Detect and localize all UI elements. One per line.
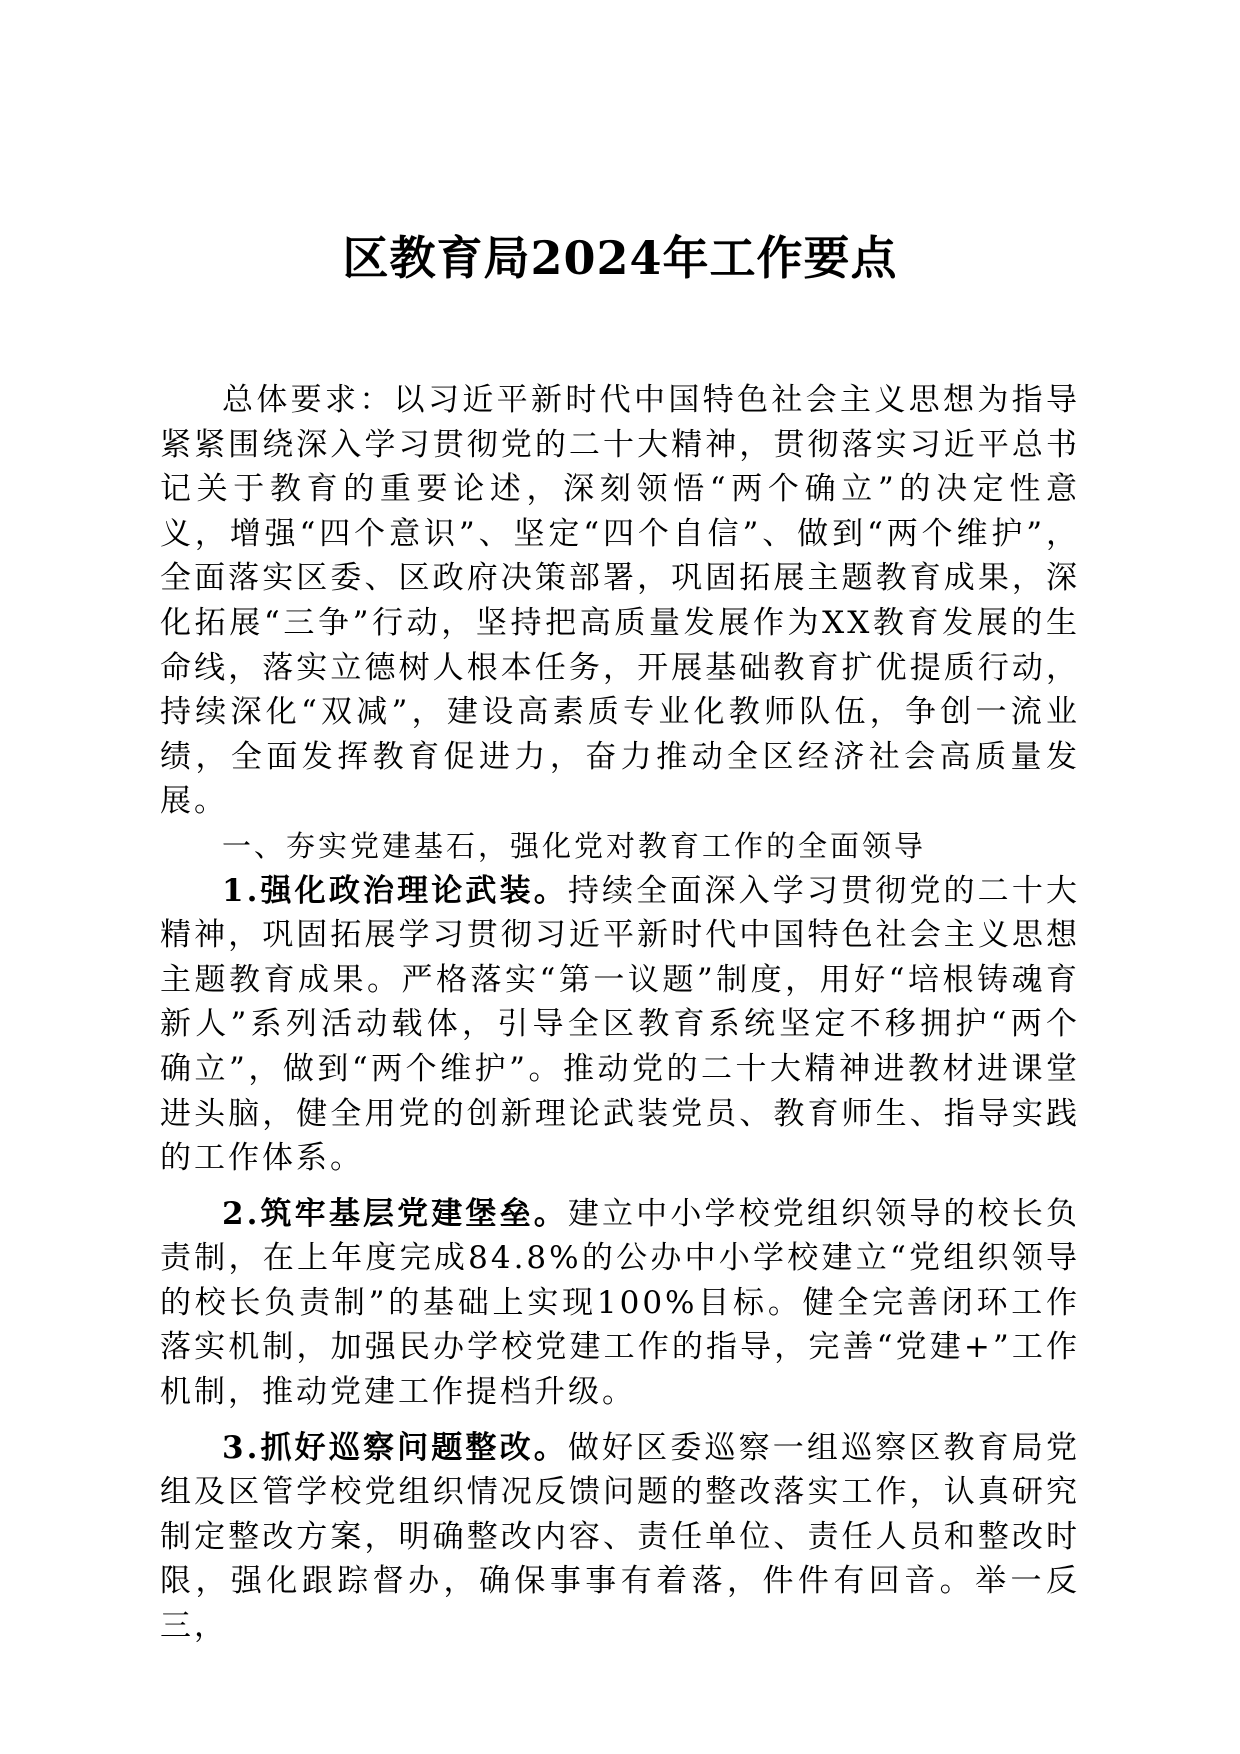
item-lead-1: 1.强化政治理论武装。 [222, 872, 568, 909]
item-paragraph-1 [160, 869, 1080, 1181]
document-title: 区教育局2024年工作要点 [342, 231, 898, 285]
item-text-2: 建立中小学校党组织领导的校长负责制，在上年度完成84.8%的公办中小学校建立“党组织领导的校长负责制”的基础上实现100%目标。健全完善闭环工作落实机制，加强民办学校党建工作的指导，完善“党建+”工作机制，推动党建工作提档升级。 [160, 1195, 1080, 1411]
item-lead-3: 3.抓好巡察问题整改。 [222, 1429, 568, 1466]
item-lead-2: 2.筑牢基层党建堡垒。 [222, 1195, 568, 1232]
item-text-3: 做好区委巡察一组巡察区教育局党组及区管学校党组织情况反馈问题的整改落实工作，认真研究制定整改方案，明确整改内容、责任单位、责任人员和整改时限，强化跟踪督办，确保事事有着落，件件有回音。举一反三， [160, 1429, 1080, 1645]
intro-paragraph: 总体要求：以习近平新时代中国特色社会主义思想为指导紧紧围绕深入学习贯彻党的二十大精神，贯彻落实习近平总书记关于教育的重要论述，深刻领悟“两个确立”的决定性意义，增强“四个意识”、坚定“四个自信”、做到“两个维护”，全面落实区委、区政府决策部署，巩固拓展主题教育成果，深化拓展“三争”行动，坚持把高质量发展作为XX教育发展的生命线，落实立德树人根本任务，开展基础教育扩优提质行动，持续深化“双减”，建设高素质专业化教师队伍，争创一流业绩，全面发挥教育促进力，奋力推动全区经济社会高质量发展。 [160, 382, 1080, 820]
item-paragraph-2 [160, 1192, 1080, 1415]
section-heading: 一、夯实党建基石，强化党对教育工作的全面领导 [222, 828, 927, 863]
item-paragraph-3 [160, 1426, 1080, 1649]
document-body [160, 378, 1080, 1649]
item-text-1: 持续全面深入学习贯彻党的二十大精神，巩固拓展学习贯彻习近平新时代中国特色社会主义思想主题教育成果。严格落实“第一议题”制度，用好“培根铸魂育新人”系列活动载体，引导全区教育系统坚定不移拥护“两个确立”，做到“两个维护”。推动党的二十大精神进教材进课堂进头脑，健全用党的创新理论武装党员、教育师生、指导实践的工作体系。 [160, 872, 1080, 1177]
